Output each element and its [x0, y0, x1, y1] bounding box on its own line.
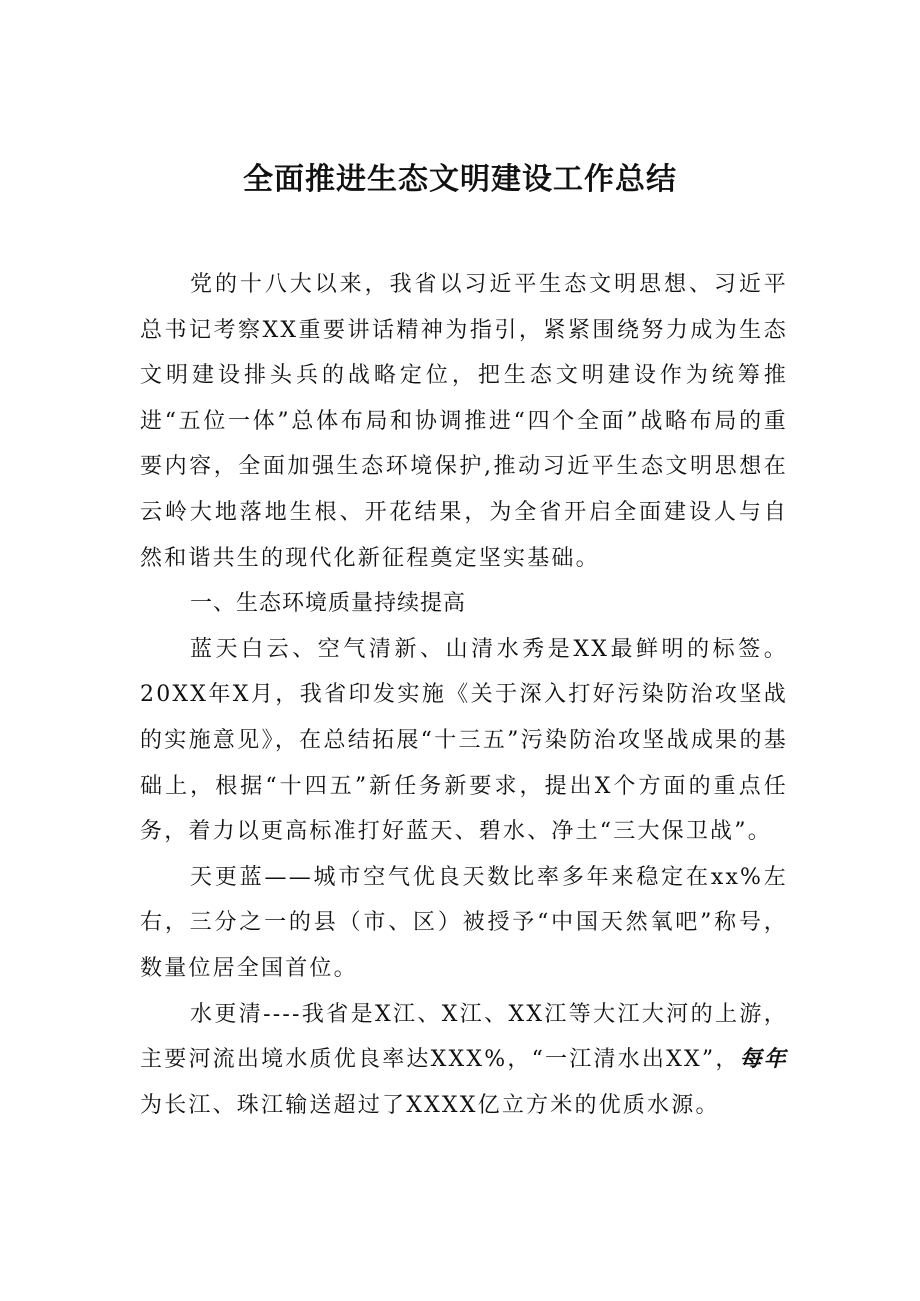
intro-paragraph: 党的十八大以来，我省以习近平生态文明思想、习近平总书记考察XX重要讲话精神为指引，紧紧围绕努力成为生态文明建设排头兵的战略定位，把生态文明建设作为统筹推进“五位一体”总体布局和协调推进“四个全面”战略布局的重要内容，全面加强生态环境保护,推动习近平生态文明思想在云岭大地落地生根、开花结果，为全省开启全面建设人与自然和谐共生的现代化新征程奠定坚实基础。: [140, 272, 788, 571]
document-title: 全面推进生态文明建设工作总结: [243, 162, 677, 197]
water-text-start: 水更清----我省是X江、X江、XX江等大江大河的上游，主要河流出境水质优良率达XXX%，“一江清水出XX”，: [140, 1001, 788, 1073]
section-paragraph-policy: 蓝天白云、空气清新、山清水秀是XX最鲜明的标签。20XX年X月，我省印发实施《关于深入打好污染防治攻坚战的实施意见》，在总结拓展“十三五”污染防治攻坚战成果的基础上，根据“十四五”新任务新要求，提出X个方面的重点任务，着力以更高标准打好蓝天、碧水、净土“三大保卫战”。: [140, 636, 788, 845]
section-paragraph-water: [140, 992, 788, 1129]
water-text-end: 为长江、珠江输送超过了XXXX亿立方米的优质水源。: [140, 1092, 720, 1118]
section-heading: 一、生态环境质量持续提高: [190, 591, 467, 617]
emphasized-text: 每年: [739, 1046, 788, 1073]
section-paragraph-sky: 天更蓝——城市空气优良天数比率多年来稳定在xx%左右，三分之一的县（市、区）被授予“中国天然氧吧”称号，数量位居全国首位。: [140, 864, 788, 981]
document-body: [140, 262, 788, 1128]
